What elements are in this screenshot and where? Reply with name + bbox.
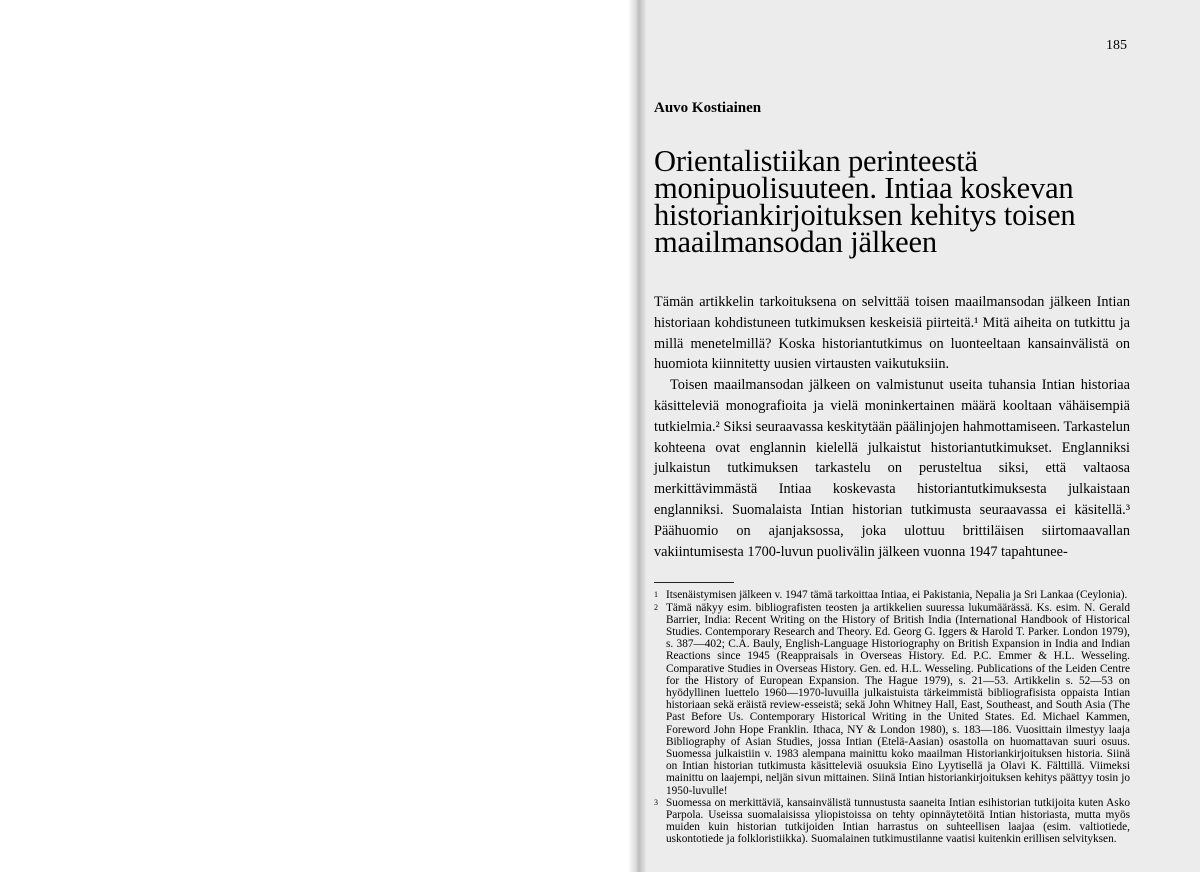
article-title: Orientalistiikan perinteestä monipuolisuuteen. Intiaa koskevan historiankirjoituksen kehitys toisen maailmansodan jälkeen — [654, 144, 1076, 259]
footnote-number: 2 — [654, 602, 658, 612]
footnote-text: Itsenäistymisen jälkeen v. 1947 tämä tarkoittaa Intiaa, ei Pakistania, Nepalia ja Sri Lankaa (Ceylonia). — [666, 589, 1128, 602]
footnotes — [654, 589, 1130, 845]
book-gutter — [628, 0, 646, 872]
footnote-text: Suomessa on merkittäviä, kansainvälistä tunnustusta saaneita Intian esihistorian tutkijoita kuten Asko Parpola. Useissa suomalaisissa yliopistoissa on tehty opinnäytetöitä Intian historiasta, mutta myös muiden kuin historian tutkijoiden Intian harrastus on suhteellisen laajaa (esim. valtiotiede, uskontotiede ja folkloristiikka). Suomalainen tutkimustilanne vaatisi kuitenkin erillisen selvityksen. — [666, 796, 1130, 846]
footnote-text: Tämä näkyy esim. bibliografisten teosten ja artikkelien suuressa lukumäärässä. Ks. esim. N. Gerald Barrier, India: Recent Writing on the History of British India (International Handbook of Historical Studies. Contemporary Research and Theory. Ed. Georg G. Iggers & Harold T. Parker. London 1979), s. 387—402; C.A. Bauly, English-Language Historiography on British Expansion in India and Indian Reactions since 1945 (Reappraisals in Overseas History. Ed. P.C. Emmer & H.L. Wesseling. Comparative Studies in Overseas History. Gen. ed. H.L. Wesseling. Publications of the Leiden Centre for the History of European Expansion. The Hague 1979), s. 21—53. Artikkelin s. 52—53 on hyödyllinen luettelo 1960—1970-luvuilla julkaistuista tärkeimmistä bibliografisista oppaista Intian historiaan sekä eräistä review-esseistä; sekä John Whitney Hall, East, Southeast, and South Asia (The Past Before Us. Contemporary Historical Writing in the United States. Ed. Michael Kammen, Foreword John Hope Franklin. Ithaca, NY & London 1980), s. 183—186. Vuosittain ilmestyy laaja Bibliography of Asian Studies, jossa Intian (Etelä-Aasian) osastolla on huomattavan suuri osuus. Suomessa julkaistiin v. 1983 alempana mainittu koko maailman Historiankirjoituksen historia. Siinä on Intian historian tutkimusta käsitteleviä osuuksia Eino Lyytisellä ja Olavi K. Fälttillä. Viimeksi mainittu on laajempi, neljän sivun mittainen. Siinä Intian historiankirjoituksen kehitys päättyy tosin jo 1950-luvulle! — [666, 601, 1130, 797]
body-paragraph-2: Toisen maailmansodan jälkeen on valmistunut useita tuhansia Intian historiaa käsitteleviä monografioita ja vielä moninkertainen määrä kooltaan vähäisempiä tutkielmia.² Siksi seuraavassa keskitytään päälinjojen hahmottamiseen. Tarkastelun kohteena ovat englannin kielellä julkaistut historiantutkimukset. Englanniksi julkaistun tutkimuksen tarkastelu on perusteltua siksi, että valtaosa merkittävimmästä Intiaa koskevasta historiantutkimuksesta julkaistaan englanniksi. Suomalaista Intian historian tutkimusta seuraavassa ei käsitellä.³ Päähuomio on ajanjaksossa, joka ulottuu brittiläisen siirtomaavallan vakiintumisesta 1700-luvun puolivälin jälkeen vuonna 1947 tapahtunee- — [654, 377, 1130, 560]
article-content — [654, 98, 1130, 846]
footnote-3 — [654, 797, 1130, 846]
body-paragraph-1: Tämän artikkelin tarkoituksena on selvittää toisen maailmansodan jälkeen Intian historiaan kohdistuneen tutkimuksen keskeisiä piirteitä.¹ Mitä aiheita on tutkittu ja millä menetelmillä? Koska historiantutkimus on luonteeltaan kansainvälistä on huomiota kiinnitetty uusien virtausten vaikutuksiin. — [654, 294, 1130, 373]
footnote-1 — [654, 589, 1130, 601]
footnote-2 — [654, 602, 1130, 797]
footnote-number: 3 — [654, 797, 658, 807]
page-number: 185 — [1106, 38, 1127, 53]
footnote-rule — [654, 582, 734, 583]
author-name: Auvo Kostiainen — [654, 100, 762, 116]
footnote-number: 1 — [654, 590, 658, 600]
